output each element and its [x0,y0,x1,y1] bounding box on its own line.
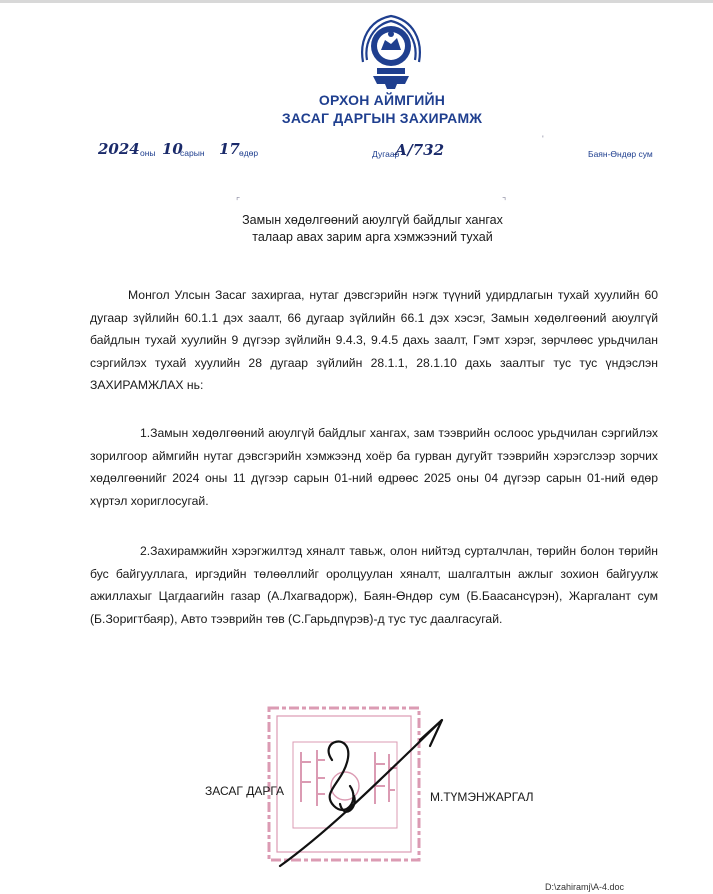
handwritten-signature [270,700,450,880]
date-year: 2024 [98,140,140,158]
date-month: 10 [162,140,183,158]
org-name-line2: ЗАСАГ ДАРГЫН ЗАХИРАМЖ [281,110,483,126]
place-name: Баян-Өндөр сум [588,149,653,159]
subject-line1: Замын хөдөлгөөний аюулгүй байдлыг хангах [242,213,503,227]
order-number: А/732 [395,141,445,159]
date-day-label: өдөр [239,148,259,158]
date-year-label: оны [140,148,156,158]
signatory-title: ЗАСАГ ДАРГА [205,784,285,798]
org-name-line1: ОРХОН АЙМГИЙН [318,92,446,108]
page-top-edge [0,0,713,3]
document-subject [200,212,545,246]
body-paragraph-item1: 1.Замын хөдөлгөөний аюулгүй байдлыг хангах, зам тээврийн ослоос урьдчилан сэргийлэх зорилгоор аймгийн нутаг дэвсгэрийн хэмжээнд хоёр ба гурван дугуйт тээврийн хэрэгслээр зорчих хөдөлгөөнийг 2024 оны 11 дүгээр сарын 01-ний өдрөөс 2025 оны 04 дүгээр сарын 01-ний өдөр хүртэл хориглосугай. [90,426,658,508]
date-day: 17 [219,140,240,158]
body-paragraph-item2: 2.Захирамжийн хэрэгжилтэд хяналт тавьж, олон нийтэд сурталчлан, төрийн болон төрийн бус байгууллага, иргэдийн төлөөллийг оролцуулан хяналт, шалгалтын ажлыг зохион байгуулж ажиллахыг Цагдаагийн газар (А.Лхагвадорж), Баян-Өндөр сум (Б.Баасансүрэн), Жаргалант сум (Б.Зоригтбаяр), Авто тээврийн төв (С.Гарьдпүрэв)-д тус тус даалгасугай. [90,544,658,626]
state-emblem-icon [355,10,427,90]
corner-mark: ' [542,134,544,144]
corner-mark: ⌝ [502,196,507,206]
order-number-label: Дугаар [372,149,400,159]
file-path: D:\zahiramj\A-4.doc [545,882,625,892]
subject-line2: талаар авах зарим арга хэмжээний тухай [252,230,493,244]
date-month-label: сарын [180,148,205,158]
body-paragraph-preamble: Монгол Улсын Засаг захиргаа, нутаг дэвсгэрийн нэгж түүний удирдлагын тухай хуулийн 60 дугаар зүйлийн 60.1.1 дэх заалт, 66 дугаар зүйлийн 66.1 дэх хэсэг, Замын хөдөлгөөний аюулгүй байдлын тухай хуулийн 9 дүгээр зүйлийн 9.4.3, 9.4.5 дахь заалт, Гэмт хэрэг, зөрчлөөс урьдчилан сэргийлэх тухай хуулийн 28 дугаар зүйлийн 28.1.1, 28.1.10 дахь заалтыг тус тус үндэслэн ЗАХИРАМЖЛАХ нь: [90,288,658,392]
corner-mark: ⌜ [236,196,241,206]
signatory-name: М.ТҮМЭНЖАРГАЛ [430,790,534,804]
